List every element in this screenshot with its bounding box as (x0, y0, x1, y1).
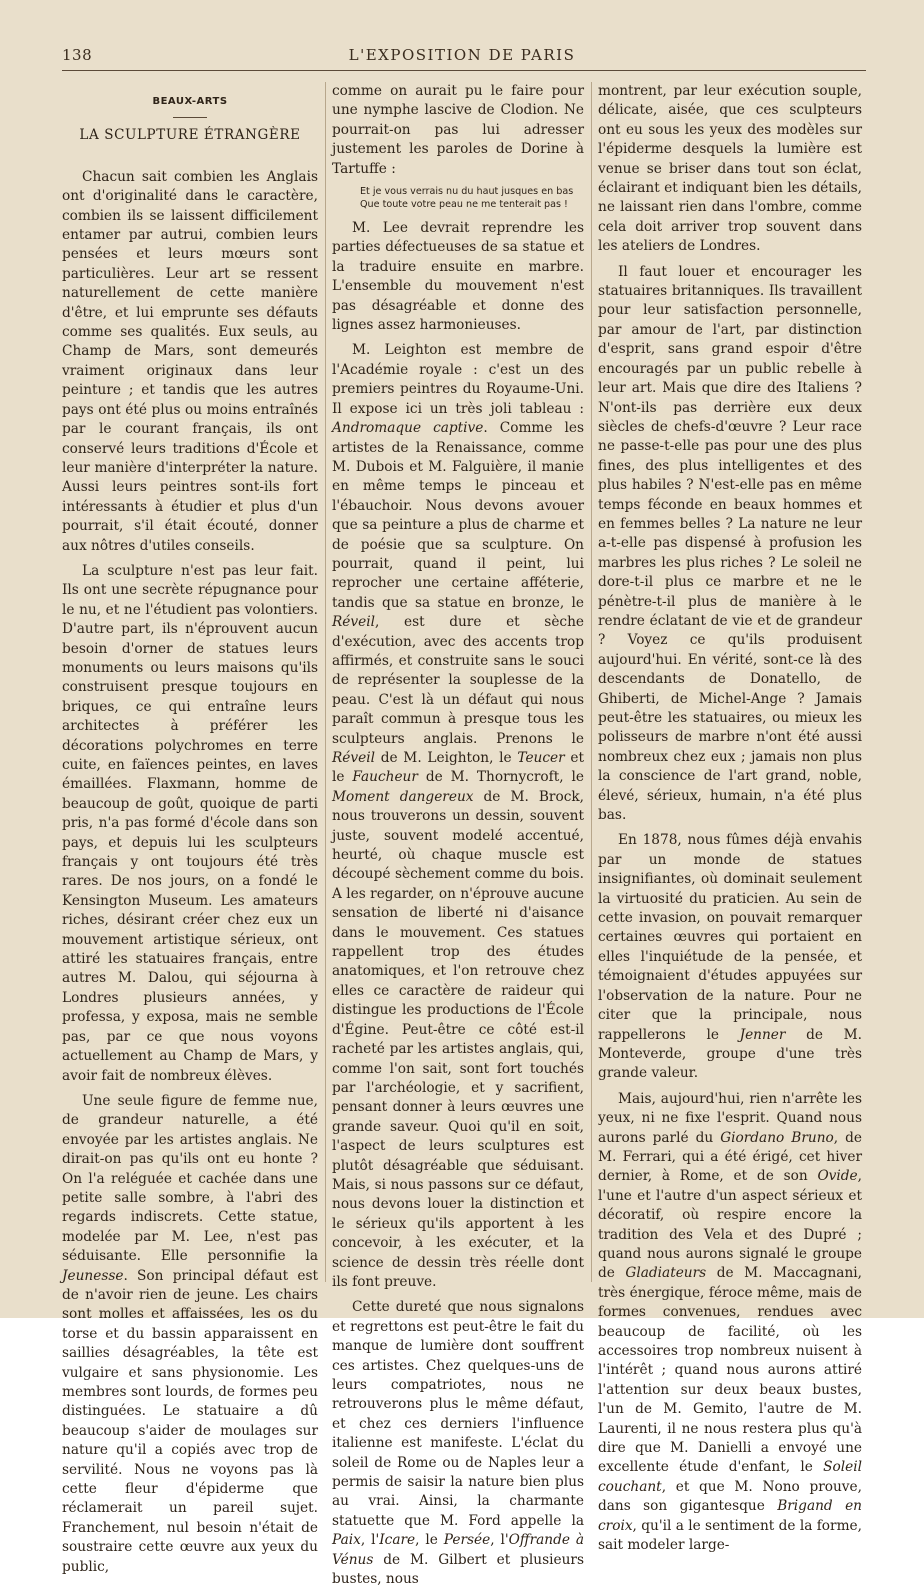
column-2 (332, 82, 584, 1595)
column-3 (598, 82, 862, 1561)
artwork-title: Teucer (517, 750, 565, 766)
text-run: M. Leighton est membre de l'Académie royale : c'est un des premiers peintres du Royaume-Uni. Il expose ici un très joli tableau : (332, 342, 584, 417)
text-run: de M. Gilbert et plusieurs bustes, nous (332, 1551, 584, 1588)
artwork-title: Andromaque captive (332, 420, 484, 437)
text-run: , le (415, 1532, 444, 1549)
text-run: , l' (360, 1532, 380, 1549)
quote-line: Que toute votre peau ne me tenterait pas ! (360, 199, 568, 211)
paragraph (598, 1090, 862, 1556)
section-label: BEAUX-ARTS (152, 96, 228, 107)
text-run: . Son principal défaut est de n'avoir rien de jeune. Les chairs sont molles et affaissées, les os du torse et du bassin apparaissent en saillies désagréables, la tête est vulgaire et sans physionomie. Les membres sont lourds, de formes peu distinguées. Le statuaire a dû beaucoup s'aider de moulages sur nature qu'il a copiés avec trop de servilité. Nous ne voyons pas là cette fleur d'épiderme que réclamerait un pareil sujet. Franchement, nul besoin n'était de soustraire cette œuvre aux yeux du public, (62, 1267, 318, 1575)
artwork-title: Giordano Bruno (720, 1129, 834, 1146)
text-run: , qu'il a le sentiment de la forme, sait modeler large- (598, 1517, 862, 1554)
paragraph: Chacun sait combien les Anglais ont d'originalité dans le caractère, combien ils se laissent difficilement entamer par autrui, combien leurs pensées et leurs mœurs sont particulières. Leur art se ressent naturellement de cette manière d'être, et lui emprunte ses défauts comme ses qualités. Eux seuls, au Champ de Mars, sont demeurés vraiment originaux dans leur peinture ; et tandis que les autres pays ont été plus ou moins entraînés par le courant français, ils ont conservé leurs traditions d'École et leur manière d'interpréter la nature. Aussi leurs peintres sont-ils fort intéressants à étudier et plus d'un pourrait, s'il était écouté, donner aux nôtres d'utiles conseils. (62, 168, 318, 554)
artwork-title: Réveil (332, 750, 375, 766)
paragraph (62, 1092, 318, 1577)
paragraph (332, 341, 584, 1292)
journal-title: L'EXPOSITION DE PARIS (348, 46, 576, 64)
artwork-title: Offrande à Vénus (332, 1532, 585, 1568)
artwork-title: Gladiateurs (625, 1265, 707, 1282)
page-number: 138 (62, 46, 93, 64)
text-run: et le (332, 750, 584, 786)
paragraph: M. Lee devrait reprendre les parties défectueuses de sa statue et la traduire ensuite en marbre. L'ensemble du mouvement n'est pas désagréable et donne des lignes assez harmonieuses. (332, 220, 584, 334)
artwork-title: Ovide (817, 1168, 858, 1185)
text-run: . Comme les artistes de la Renaissance, comme M. Dubois et M. Falguière, il manie en même temps le pinceau et l'ébauchoir. Nous devons avouer que sa peinture a plus de charme et de poésie que sa sculpture. On pourrait, quand il peint, lui reprocher une certaine afféterie, tandis que sa statue en bronze, le (332, 420, 585, 611)
paragraph: La sculpture n'est pas leur fait. Ils ont une secrète répugnance pour le nu, et ne l'étudient pas volontiers. D'autre part, ils n'éprouvent aucun besoin d'orner de statues leurs monuments ou leurs maisons qu'ils construisent presque toujours en briques, ce qui entraîne leurs architectes à préférer les décorations polychromes en terre cuite, en faïences peintes, en laves émaillées. Flaxmann, homme de beaucoup de goût, quoique de parti pris, n'a pas formé d'école dans son pays, et depuis lui les sculpteurs français y ont toujours été très rares. De nos jours, on a fondé le Kensington Museum. Les amateurs riches, désirant créer chez eux un mouvement artistique sérieux, ont attiré les statuaires français, entre autres M. Dalou, qui séjourna à Londres plusieurs années, y professa, y exposa, mais ne semble pas, par ce que nous voyons actuellement au Champ de Mars, y avoir fait de nombreux élèves. (62, 562, 318, 1084)
running-header (0, 44, 924, 68)
paragraph: comme on aurait pu le faire pour une nymphe lascive de Clodion. Ne pourrait-on pas lui adresser justement les paroles de Dorine à Tartuffe : (332, 83, 584, 177)
artwork-title: Persée (443, 1532, 491, 1549)
quote-line: Et je vous verrais nu du haut jusques en bas (360, 186, 574, 198)
text-run: de M. Thornycroft, le (417, 769, 584, 786)
artwork-title: Jenner (739, 1026, 786, 1043)
paragraph (598, 831, 862, 1083)
text-run: , et que M. Nono prouve, dans son gigantesque (598, 1478, 862, 1515)
text-run: , est dure et sèche d'exécution, avec des accents trop affirmés, et construite sans le souci de représenter la souplesse de la peau. C'est là un défaut qui nous paraît commun à presque tous les sculpteurs anglais. Prenons le (332, 614, 584, 747)
section-rule (173, 117, 207, 118)
paragraph (332, 1298, 584, 1589)
text-run: de M. Maccagnani, très énergique, féroce même, mais de formes convenues, rendues avec beaucoup de facilité, où les accessoires trop nombreux nuisent à l'intérêt ; quand nous aurons attiré l'attention sur deux beaux bustes, l'un de M. Gemito, l'autre de M. Laurenti, il ne nous restera plus qu'à dire que M. Danielli a envoyé une excellente étude d'enfant, le (598, 1265, 863, 1476)
text-run: de M. Leighton, le (375, 750, 518, 766)
column-divider (325, 82, 326, 1282)
text-run: Une seule figure de femme nue, de grandeur naturelle, a été envoyée par les artistes anglais. Ne dirait-on pas qu'ils ont eu honte ? On l'a reléguée et cachée dans une petite salle sombre, à l'abri des regards indiscrets. Cette statue, modelée par M. Lee, n'est pas séduisante. Elle personnifie la (62, 1092, 318, 1265)
verse-quote (360, 185, 584, 211)
header-rule (62, 70, 866, 71)
text-run: de M. Brock, nous trouverons un dessin, souvent juste, souvent modelé accentué, heurté, où chaque muscle est découpé sèchement comme du bois. A les regarder, on n'éprouve aucune sensation de liberté ni d'aisance dans le mouvement. Ces statues rappellent trop des études anatomiques, et l'on retrouve chez elles ce caractère de raideur qui distingue les productions de l'École d'Égine. Peut-être ce côté est-il racheté par les artistes anglais, qui, comme l'on sait, sont fort touchés par l'archéologie, et y sacrifient, pensant donner à leurs œuvres une grande saveur. Quoi qu'il en soit, l'aspect de leurs sculptures est plutôt désagréable que séduisant. Mais, si nous passons sur ce défaut, nous devons louer la distinction et le sérieux qu'ils apportent à les concevoir, à les exécuter, et la science de dessin très réelle dont ils font preuve. (332, 788, 585, 1290)
column-1 (62, 82, 318, 1583)
text-run: En 1878, nous fûmes déjà envahis par un monde de statues insignifiantes, où dominait seulement la virtuosité du praticien. Au sein de cette invasion, on pouvait remarquer certaines œuvres qui portaient en elles l'inquiétude de la pensée, et témoignaient d'études appuyées sur l'observation de la nature. Pour ne citer que la principale, nous rappellerons le (598, 832, 862, 1043)
paragraph: montrent, par leur exécution souple, délicate, aisée, que ces sculpteurs ont eu sous les yeux des modèles sur l'épiderme desquels la lumière est venue se briser dans tout son éclat, éclairant et indiquant bien les détails, ne laissant rien dans l'ombre, comme cela doit arriver trop souvent dans les ateliers de Londres. (598, 83, 862, 255)
text-run: Mais, aujourd'hui, rien n'arrête les yeux, ni ne fixe l'esprit. Quand nous aurons parlé du (598, 1090, 862, 1146)
artwork-title: Moment dangereux (332, 788, 474, 805)
artwork-title: Brigand en croix (598, 1498, 862, 1534)
column-divider (591, 82, 592, 1282)
text-run: , l'une et l'autre d'un aspect sérieux et décoratif, où respire encore la tradition des Vela et des Dupré ; quand nous aurons signalé le groupe de (598, 1168, 862, 1282)
article-title: LA SCULPTURE ÉTRANGÈRE (79, 127, 301, 144)
artwork-title: Icare (379, 1532, 416, 1549)
text-run: de M. Monteverde, groupe d'une très grande valeur. (598, 1026, 862, 1082)
artwork-title: Paix (332, 1532, 361, 1549)
text-run: Cette dureté que nous signalons et regrettons est peut-être le fait du manque de lumière dont souffrent ces artistes. Chez quelques-uns de leurs compatriotes, nous ne retrouverons plus le même défaut, et chez ces derniers l'influence italienne est manifeste. L'éclat du soleil de Rome ou de Naples leur a permis de saisir la nature bien plus au vrai. Ainsi, la charmante statuette que M. Ford appelle la (332, 1299, 584, 1529)
text-run: , l' (490, 1532, 509, 1549)
text-run: , de M. Ferrari, qui a été érigé, cet hiver dernier, à Rome, et de son (598, 1129, 862, 1185)
artwork-title: Soleil couchant (598, 1459, 862, 1495)
artwork-title: Faucheur (352, 769, 418, 786)
artwork-title: Réveil (332, 614, 375, 631)
paragraph: Il faut louer et encourager les statuaires britanniques. Ils travaillent pour leur satisfaction personnelle, par amour de l'art, par distinction d'esprit, sans grand espoir d'être encouragés par un public rebelle à leur art. Mais que dire des Italiens ? N'ont-ils pas derrière eux deux siècles de chefs-d'œuvre ? Leur race ne passe-t-elle pas pour une des plus fines, des plus intelligentes et des plus habiles ? N'est-elle pas en même temps féconde en beaux hommes et en femmes belles ? La nature ne leur a-t-elle pas dispensé à profusion les marbres les plus riches ? Le soleil ne dore-t-il plus ce marbre et ne le pénètre-t-il plus de manière à le rendre éclatant de vie et de grandeur ? Voyez ce qu'ils produisent aujourd'hui. En vérité, sont-ce là des descendants de Donatello, de Ghiberti, de Michel-Ange ? Jamais peut-être les statuaires, ou mieux les polisseurs de marbre n'ont été aussi nombreux chez eux ; jamais non plus la conscience de l'art grand, noble, élevé, sérieux, humain, n'a été plus bas. (598, 263, 862, 824)
artwork-title: Jeunesse (62, 1267, 124, 1284)
